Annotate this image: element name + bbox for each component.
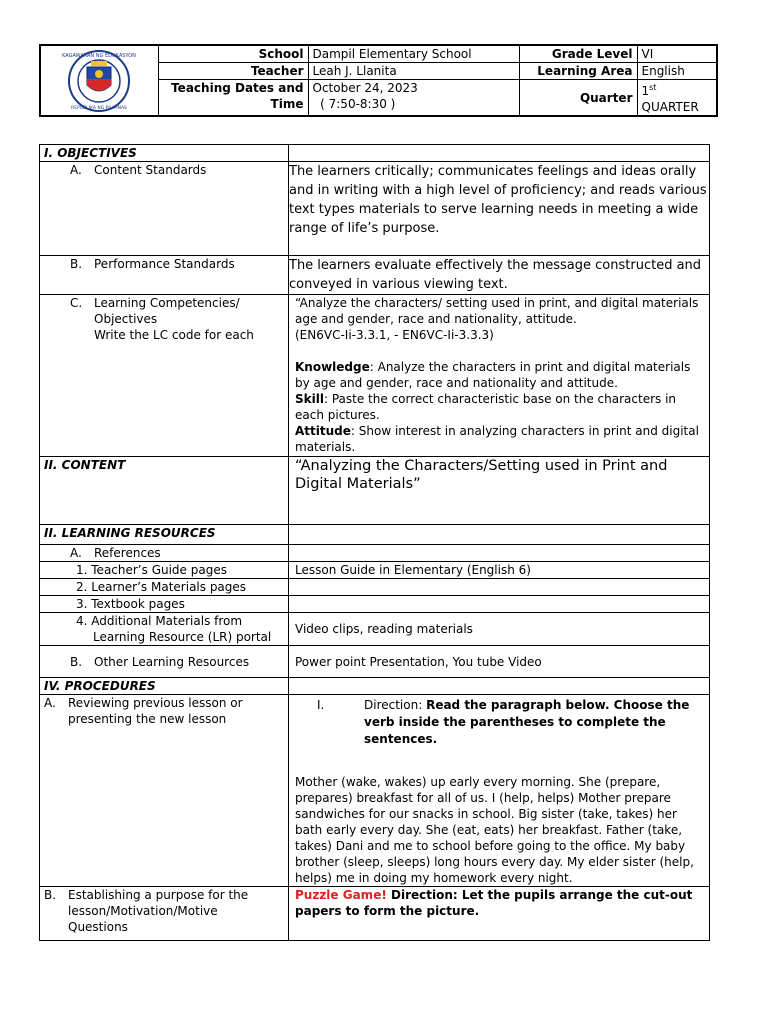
teaching-time: ( 7:50-8:30 ): [312, 97, 396, 111]
learning-area-value: English: [637, 63, 717, 80]
teaching-date: October 24, 2023: [312, 81, 418, 95]
references-text: References: [94, 546, 161, 560]
reviewing-lesson-line2: presenting the new lesson: [68, 712, 227, 726]
knowledge-label: Knowledge: [295, 360, 370, 374]
establishing-purpose-line1: Establishing a purpose for the: [68, 888, 249, 902]
learning-competencies-label: [40, 295, 289, 457]
reviewing-lesson-letter: A.: [44, 696, 56, 710]
objectives-blank: [289, 145, 710, 162]
additional-materials-line1: 4. Additional Materials from: [76, 614, 243, 628]
teachers-guide-label: 1. Teacher’s Guide pages: [40, 562, 289, 579]
content-value: “Analyzing the Characters/Setting used in Print and Digital Materials”: [289, 457, 710, 525]
establishing-purpose-value: [289, 887, 710, 941]
learners-materials-label: 2. Learner’s Materials pages: [40, 579, 289, 596]
additional-materials-line2: Learning Resource (LR) portal: [93, 630, 272, 644]
establishing-purpose-line2: lesson/Motivation/Motive: [68, 904, 218, 918]
learning-resources-blank: [289, 525, 710, 545]
learning-competencies-letter: C.: [70, 296, 83, 310]
content-heading: II. CONTENT: [40, 457, 289, 525]
attitude-line: [295, 423, 705, 455]
logo-top-text: KAGAWARAN NG EDUKASYON: [62, 52, 137, 59]
establishing-purpose-label: [40, 887, 289, 941]
teaching-dates-label-line1: Teaching Dates and: [171, 81, 304, 95]
lc-objective-text: “Analyze the characters/ setting used in print, and digital materials age and gender, race and nationality, attitude.: [295, 296, 699, 326]
quarter-word: QUARTER: [641, 100, 699, 114]
teacher-value: Leah J. Llanita: [308, 63, 519, 80]
teaching-dates-label-line2: Time: [270, 97, 304, 111]
references-label: [40, 545, 289, 562]
learning-competencies-value: [289, 295, 710, 457]
textbook-pages-blank: [289, 596, 710, 613]
attitude-label: Attitude: [295, 424, 351, 438]
quarter-label: Quarter: [519, 80, 637, 117]
procedures-heading: IV. PROCEDURES: [40, 678, 289, 695]
direction-text: [364, 697, 705, 748]
knowledge-line: [295, 359, 705, 391]
objectives-heading: I. OBJECTIVES: [40, 145, 289, 162]
quarter-value: [637, 80, 717, 117]
references-letter: A.: [70, 546, 82, 560]
deped-logo: [40, 45, 158, 116]
direction-bold: Read the paragraph below. Choose the verb inside the parentheses to complete the sentences.: [364, 698, 690, 746]
reviewing-lesson-line1: Reviewing previous lesson or: [68, 696, 243, 710]
performance-standards-label: [40, 256, 289, 295]
learning-resources-heading: II. LEARNING RESOURCES: [40, 525, 289, 545]
school-label: School: [158, 45, 308, 63]
additional-materials-value: Video clips, reading materials: [289, 613, 710, 646]
performance-standards-text: Performance Standards: [94, 257, 235, 271]
teaching-dates-label: [158, 80, 308, 117]
skill-line: [295, 391, 705, 423]
other-resources-label: [40, 646, 289, 678]
performance-standards-value: The learners evaluate effectively the message constructed and conveyed in various viewing text.: [289, 256, 710, 295]
lesson-plan-table: [39, 144, 710, 941]
learning-competencies-line2: Objectives: [94, 312, 158, 326]
learning-competencies-line3: Write the LC code for each: [94, 328, 254, 342]
knowledge-text: : Analyze the characters in print and digital materials by age and gender, race and nationality and attitude.: [295, 360, 691, 390]
logo-bottom-text: REPUBLIKA NG PILIPINAS: [71, 105, 128, 111]
content-standards-value: The learners critically; communicates feelings and ideas orally and in writing with a high level of proficiency; and reads various text types materials to serve learning needs in meeting a wide range of life’s purpose.: [289, 162, 710, 256]
deped-seal-icon: [51, 49, 147, 113]
grade-level-label: Grade Level: [519, 45, 637, 63]
performance-standards-letter: B.: [70, 257, 83, 271]
textbook-pages-label: 3. Textbook pages: [40, 596, 289, 613]
other-resources-value: Power point Presentation, You tube Video: [289, 646, 710, 678]
reviewing-lesson-label: [40, 695, 289, 887]
other-resources-text: Other Learning Resources: [94, 654, 250, 669]
teaching-dates-value: [308, 80, 519, 117]
puzzle-game-label: Puzzle Game!: [295, 888, 387, 902]
references-blank: [289, 545, 710, 562]
puzzle-game-direction: Direction: Let the pupils arrange the cut-out papers to form the picture.: [295, 888, 693, 918]
skill-text: : Paste the correct characteristic base on the characters in each pictures.: [295, 392, 677, 422]
quarter-suffix: st: [649, 83, 657, 92]
grade-level-value: VI: [637, 45, 717, 63]
learners-materials-blank: [289, 579, 710, 596]
teacher-label: Teacher: [158, 63, 308, 80]
teachers-guide-value: Lesson Guide in Elementary (English 6): [289, 562, 710, 579]
content-standards-letter: A.: [70, 163, 82, 177]
learning-area-label: Learning Area: [519, 63, 637, 80]
reviewing-lesson-value: [289, 695, 710, 887]
header-table: [39, 44, 718, 117]
direction-number: I.: [317, 698, 325, 712]
establishing-purpose-line3: Questions: [68, 920, 128, 934]
content-standards-label: [40, 162, 289, 256]
learning-competencies-line1: Learning Competencies/: [94, 296, 240, 310]
content-standards-text: Content Standards: [94, 163, 207, 177]
other-resources-letter: B.: [70, 654, 83, 669]
additional-materials-label: [40, 613, 289, 646]
skill-label: Skill: [295, 392, 324, 406]
procedures-blank: [289, 678, 710, 695]
school-value: Dampil Elementary School: [308, 45, 519, 63]
establishing-purpose-letter: B.: [44, 888, 57, 902]
quarter-number: 1: [641, 84, 650, 98]
direction-word: Direction:: [364, 698, 427, 712]
attitude-text: : Show interest in analyzing characters in print and digital materials.: [295, 424, 699, 454]
verb-paragraph: Mother (wake, wakes) up early every morning. She (prepare, prepares) breakfast for all of us. I (help, helps) Mother prepare sandwiches for our snacks in school. Big sister (take, takes) her bath early every day. She (eat, eats) her breakfast. Father (take, takes) Dani and me to school before going to the office. My baby brother (sleep, sleeps) long hours every day. My elder sister (help, helps) me in doing my homework every night.: [295, 775, 694, 885]
lc-code: (EN6VC-Ii-3.3.1, - EN6VC-Ii-3.3.3): [295, 328, 494, 342]
